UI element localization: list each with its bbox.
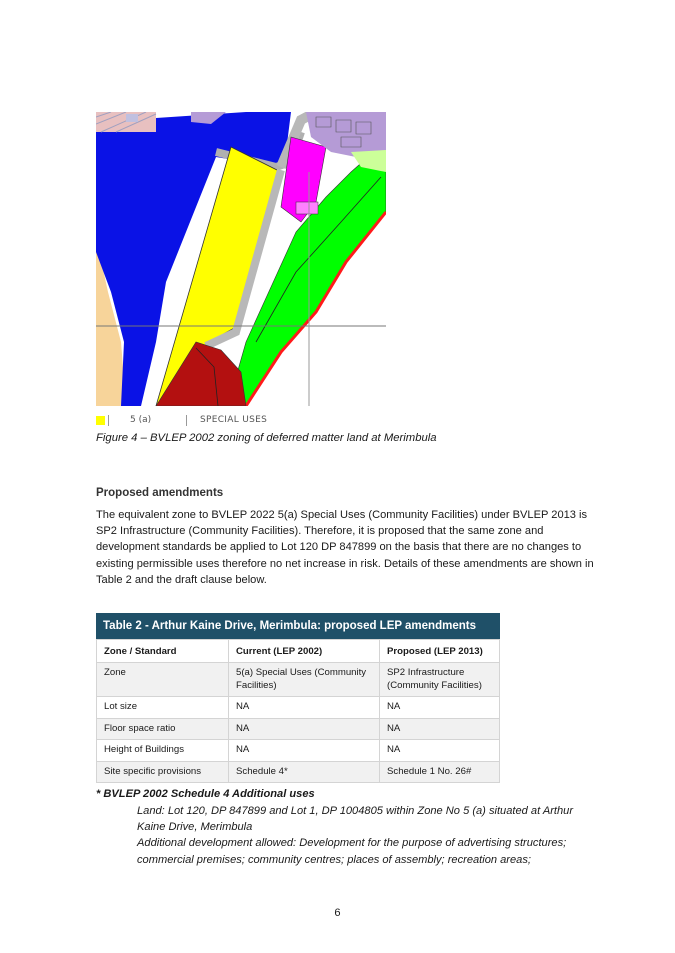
figure-caption: Figure 4 – BVLEP 2002 zoning of deferred matter land at Merimbula: [96, 432, 437, 444]
legend-divider: [108, 415, 109, 426]
legend-swatch: [96, 416, 105, 425]
table-cell: SP2 Infrastructure (Community Facilities): [380, 663, 500, 697]
table-cell: Schedule 4*: [229, 761, 380, 783]
table-cell: Lot size: [97, 697, 229, 719]
table-cell: NA: [229, 697, 380, 719]
table-cell: NA: [229, 718, 380, 740]
table-cell: NA: [380, 697, 500, 719]
amendments-table: [96, 613, 500, 783]
table-header-row: [97, 640, 500, 663]
column-header: Proposed (LEP 2013): [380, 640, 500, 663]
page-number: 6: [334, 907, 341, 919]
table-row: [97, 697, 500, 719]
legend-divider: [186, 415, 187, 426]
table-cell: Height of Buildings: [97, 740, 229, 762]
table-title: Table 2 - Arthur Kaine Drive, Merimbula: proposed LEP amendments: [96, 613, 500, 639]
table-row: [97, 740, 500, 762]
table-cell: NA: [229, 740, 380, 762]
column-header: Current (LEP 2002): [229, 640, 380, 663]
table-cell: Zone: [97, 663, 229, 697]
table-cell: 5(a) Special Uses (Community Facilities): [229, 663, 380, 697]
table-cell: NA: [380, 718, 500, 740]
legend-label: SPECIAL USES: [200, 415, 268, 425]
schedule-note-heading: * BVLEP 2002 Schedule 4 Additional uses: [96, 788, 315, 800]
table-grid: [96, 639, 500, 783]
table-row: [97, 663, 500, 697]
schedule-note-land: Land: Lot 120, DP 847899 and Lot 1, DP 1004805 within Zone No 5 (a) situated at Arthur Kaine Drive, Merimbula: [137, 805, 574, 834]
legend-code: 5 (a): [130, 415, 152, 425]
section-heading: Proposed amendments: [96, 487, 224, 499]
table-row: [97, 761, 500, 783]
table-cell: Schedule 1 No. 26#: [380, 761, 500, 783]
table-cell: NA: [380, 740, 500, 762]
column-header: Zone / Standard: [97, 640, 229, 663]
schedule-note-allowed: Additional development allowed: Development for the purpose of advertising structures; commercial premises; community centres; places of assembly; recreation areas;: [137, 837, 567, 866]
table-cell: Site specific provisions: [97, 761, 229, 783]
table-row: [97, 718, 500, 740]
table-cell: Floor space ratio: [97, 718, 229, 740]
zoning-map: [96, 112, 386, 406]
schedule-note-body: [137, 803, 597, 868]
section-paragraph: The equivalent zone to BVLEP 2022 5(a) Special Uses (Community Facilities) under BVLEP 2013 is SP2 Infrastructure (Community Facilities). Therefore, it is proposed that the same zone and development standards be applied to Lot 120 DP 847899 on the basis that there are no changes to existing permissible uses therefore no net increase in risk. Details of these amendments are shown in Table 2 and the draft clause below.: [96, 509, 594, 586]
